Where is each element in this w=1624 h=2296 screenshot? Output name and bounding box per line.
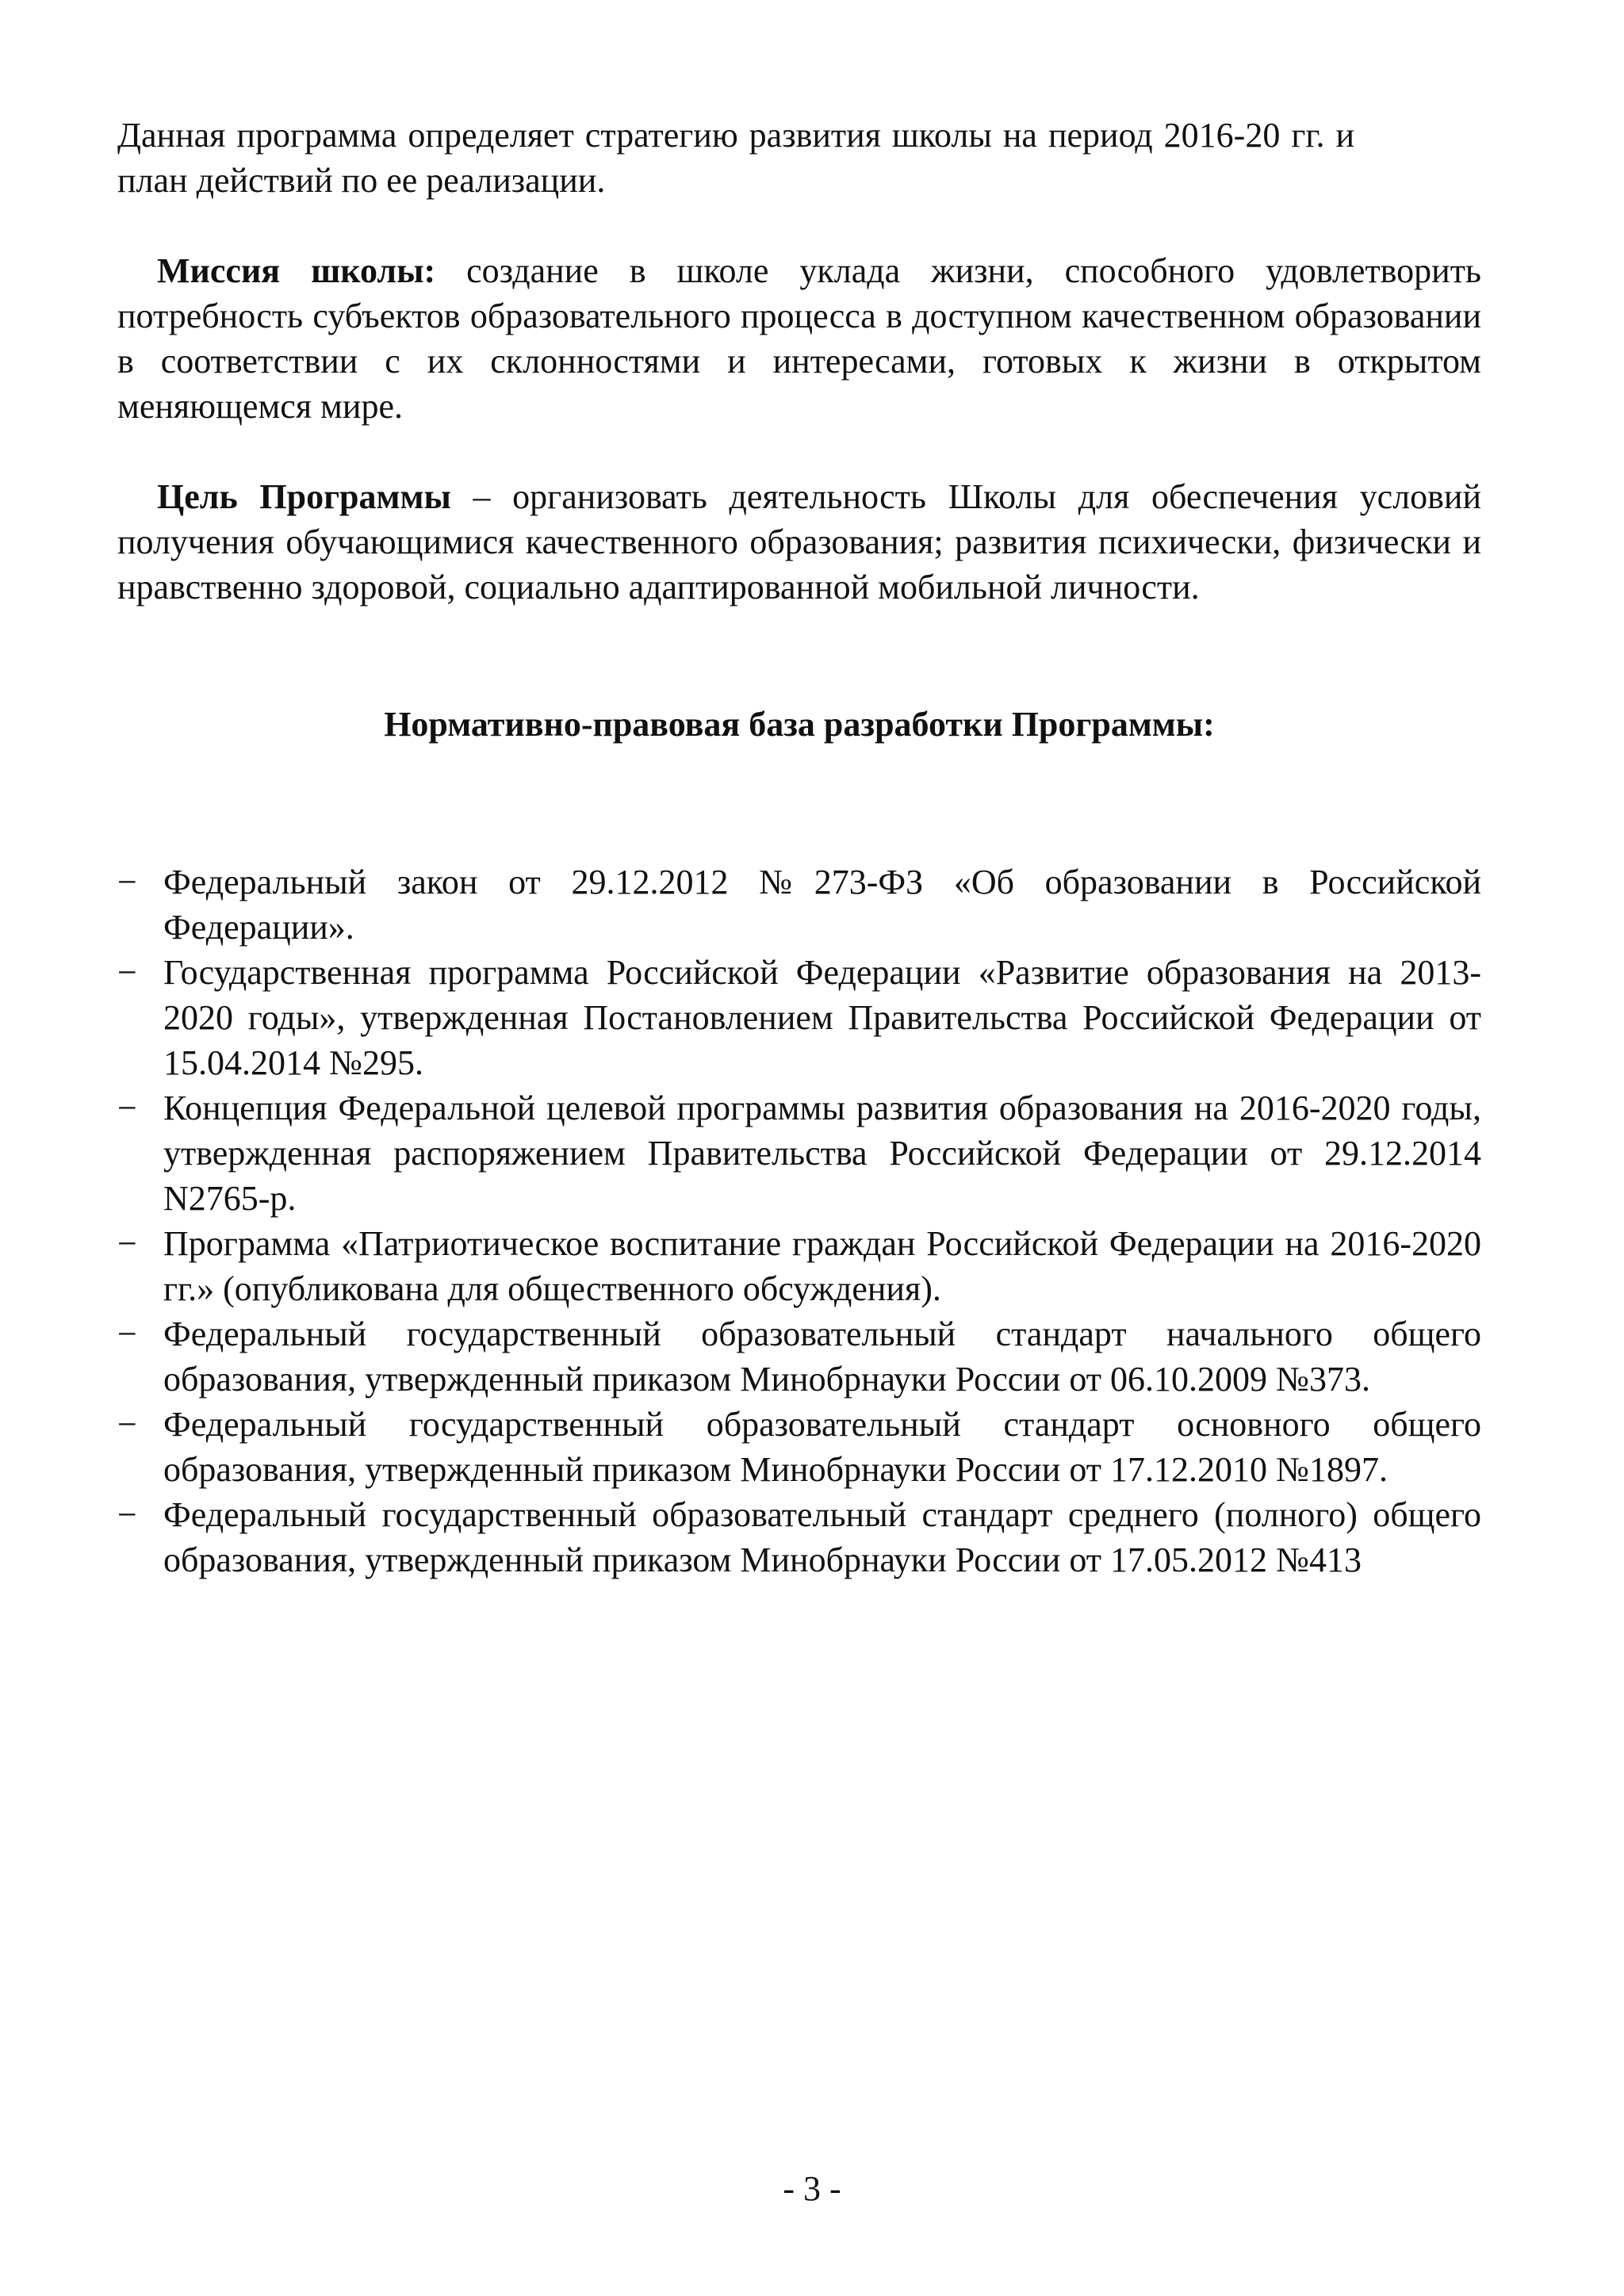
list-item	[117, 859, 1481, 950]
dash-bullet: −	[117, 863, 137, 901]
list-item	[117, 1221, 1481, 1311]
list-item-text: Государственная программа Российской Федерации «Развитие образования на 2013-2020 годы», утвержденная Постановлением Правительства Российской Федерации от 15.04.2014 №295.	[163, 953, 1481, 1082]
list-item-text: Программа «Патриотическое воспитание граждан Российской Федерации на 2016-2020 гг.» (опубликована для общественного обсуждения).	[163, 1224, 1481, 1308]
dash-bullet: −	[117, 953, 137, 992]
dash-bullet: −	[117, 1224, 137, 1263]
norms-list	[117, 859, 1481, 1582]
list-item-text: Федеральный закон от 29.12.2012 №273-ФЗ «Об образовании в Российской Федерации».	[163, 863, 1481, 947]
mission-paragraph	[117, 248, 1481, 429]
mission-label: Миссия школы:	[157, 251, 436, 290]
goal-label: Цель Программы	[157, 477, 451, 516]
goal-paragraph	[117, 474, 1481, 610]
page-number: - 3 -	[783, 2169, 841, 2208]
dash-bullet: −	[117, 1314, 137, 1353]
list-item-text: Концепция Федеральной целевой программы развития образования на 2016-2020 годы, утвержденная распоряжением Правительства Российской Федерации от 29.12.2014 N2765-р.	[163, 1089, 1481, 1218]
dash-bullet: −	[117, 1495, 137, 1534]
list-item	[117, 950, 1481, 1085]
dash-bullet: −	[117, 1089, 137, 1127]
dash-bullet: −	[117, 1405, 137, 1444]
list-item	[117, 1311, 1481, 1402]
intro-paragraph: Данная программа определяет стратегию развития школы на период 2016-20 гг. и план действий по ее реализации.	[117, 116, 1354, 200]
list-item-text: Федеральный государственный образовательный стандарт основного общего образования, утвержденный приказом Минобрнауки России от 17.12.2010 №1897.	[163, 1405, 1481, 1489]
list-item	[117, 1492, 1481, 1582]
section-heading: Нормативно-правовая база разработки Программы:	[384, 705, 1215, 744]
goal-text: – организовать деятельность Школы для обеспечения условий получения обучающимися качественного образования; развития психически, физически и нравственно здоровой, социально адаптированной мобильной личности.	[117, 477, 1481, 607]
list-item-text: Федеральный государственный образовательный стандарт среднего (полного) общего образования, утвержденный приказом Минобрнауки России от 17.05.2012 №413	[163, 1495, 1481, 1579]
mission-text: создание в школе уклада жизни, способного удовлетворить потребность субъектов образовательного процесса в доступном качественном образовании в соответствии с их склонностями и интересами, готовых к жизни в открытом меняющемся мире.	[117, 251, 1481, 426]
list-item	[117, 1085, 1481, 1221]
list-item	[117, 1402, 1481, 1492]
list-item-text: Федеральный государственный образовательный стандарт начального общего образования, утвержденный приказом Минобрнауки России от 06.10.2009 №373.	[163, 1314, 1481, 1399]
document-page	[117, 113, 1481, 1582]
